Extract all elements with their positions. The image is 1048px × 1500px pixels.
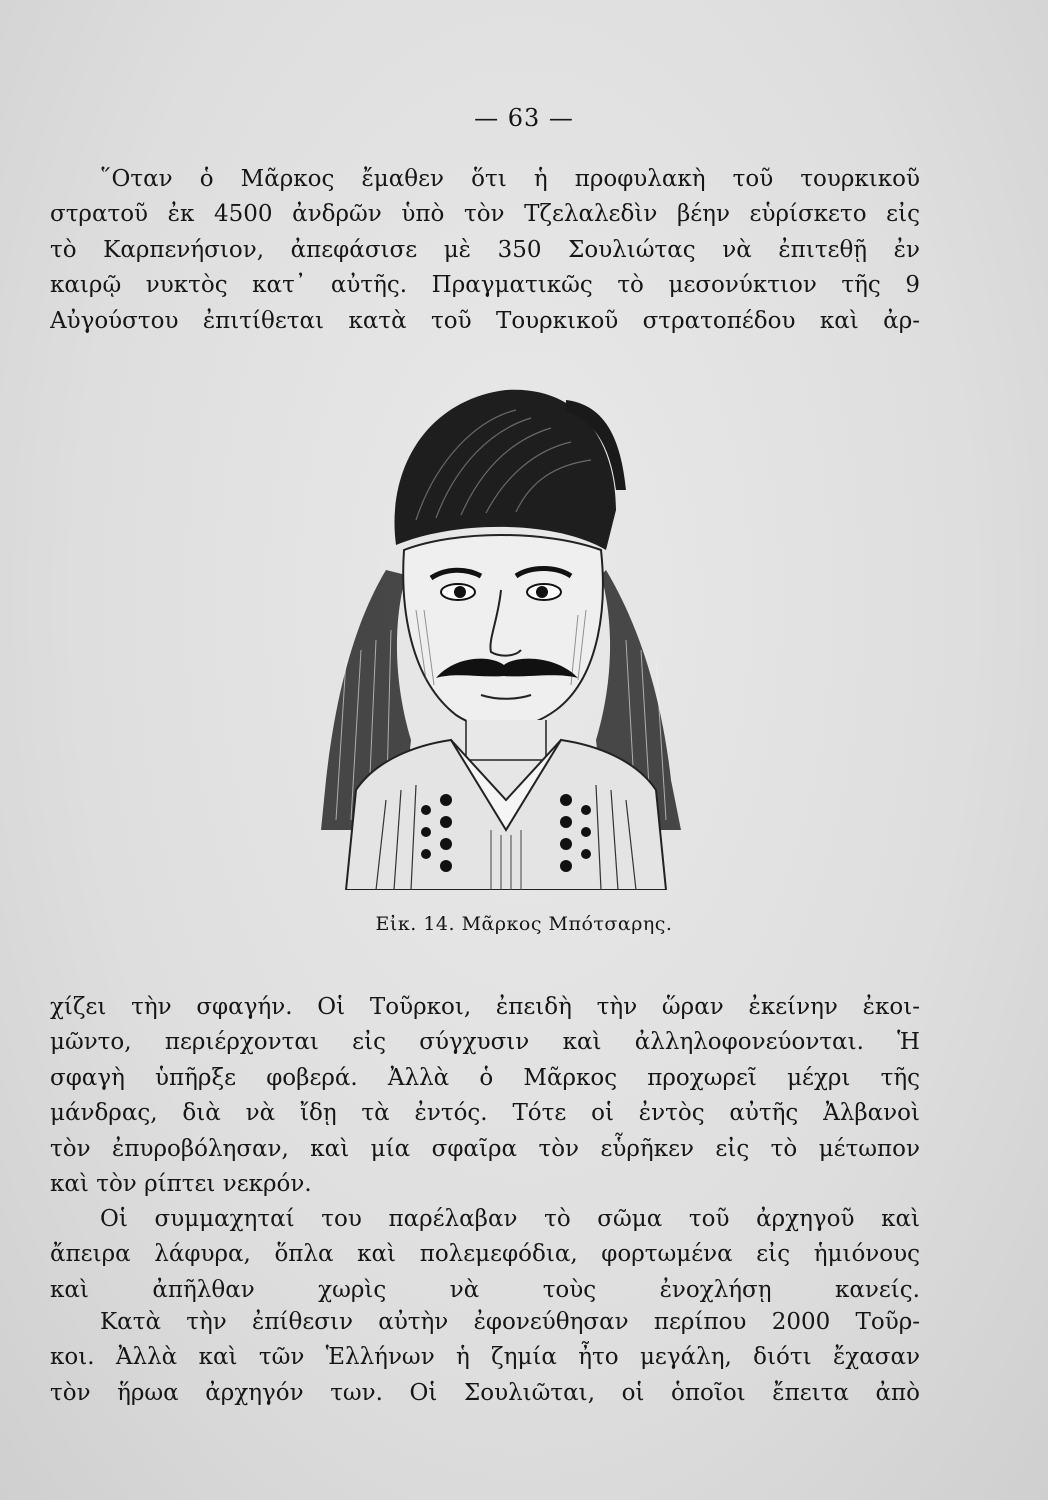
- text-line: χίζει τὴν σφαγήν. Οἱ Τοῦρκοι, ἐπειδὴ τὴν ὥραν ἐκείνην ἐκοι-: [50, 994, 920, 1020]
- text-line: στρατοῦ ἐκ 4500 ἀνδρῶν ὑπὸ τὸν Τζελαλεδὶν βέην εὑρίσκετο εἰς: [50, 201, 920, 228]
- text-line: ῞Οταν ὁ Μᾶρκος ἔμαθεν ὅτι ἡ προφυλακὴ τοῦ τουρκικοῦ: [100, 166, 920, 192]
- text-line: Κατὰ τὴν ἐπίθεσιν αὐτὴν ἐφονεύθησαν περίπου 2000 Τοῦρ-: [100, 1309, 920, 1335]
- paragraph-4: [50, 1305, 920, 1411]
- text-line: σφαγὴ ὑπῆρξε φοβερά. Ἀλλὰ ὁ Μᾶρκος προχωρεῖ μέχρι τῆς: [50, 1064, 920, 1091]
- text-line: μῶντο, περιέρχονται εἰς σύγχυσιν καὶ ἀλληλοφονεύονται. Ἡ: [50, 1029, 920, 1056]
- text-line: Αὐγούστου ἐπιτίθεται κατὰ τοῦ Τουρκικοῦ στρατοπέδου καὶ ἀρ-: [50, 307, 920, 334]
- text-line: καὶ τὸν ρίπτει νεκρόν.: [50, 1171, 312, 1198]
- text-line: Οἱ συμμαχηταί του παρέλαβαν τὸ σῶμα τοῦ ἀρχηγοῦ καὶ: [100, 1206, 920, 1232]
- text-line: τὸν ἐπυροβόλησαν, καὶ μία σφαῖρα τὸν εὗρῆκεν εἰς τὸ μέτωπον: [50, 1135, 920, 1162]
- text-line: τὸν ἥρωα ἀρχηγόν των. Οἱ Σουλιῶται, οἱ ὁποῖοι ἔπειτα ἀπὸ: [50, 1379, 920, 1406]
- page-number: — 63 —: [474, 104, 574, 132]
- portrait-illustration: [316, 360, 696, 890]
- portrait-engraving: [316, 360, 696, 890]
- text-line: τὸ Καρπενήσιον, ἀπεφάσισε μὲ 350 Σουλιώτας νὰ ἐπιτεθῇ ἐν: [50, 236, 920, 263]
- paragraph-1: [50, 162, 920, 339]
- text-line: καὶ ἀπῆλθαν χωρὶς νὰ τοὺς ἐνοχλήσῃ κανείς.: [50, 1276, 920, 1303]
- text-line: κοι. Ἀλλὰ καὶ τῶν Ἑλλήνων ἡ ζημία ἦτο μεγάλη, διότι ἔχασαν: [50, 1344, 920, 1371]
- paragraph-3: [50, 1202, 920, 1308]
- text-line: ἄπειρα λάφυρα, ὅπλα καὶ πολεμεφόδια, φορτωμένα εἰς ἡμιόνους: [50, 1241, 920, 1268]
- figure-caption: Εἰκ. 14. Μᾶρκος Μπότσαρης.: [375, 913, 673, 935]
- text-line: μάνδρας, διὰ νὰ ἴδῃ τὰ ἐντός. Τότε οἱ ἐντὸς αὐτῆς Ἀλβανοὶ: [50, 1100, 920, 1127]
- text-line: καιρῷ νυκτὸς κατ᾽ αὐτῆς. Πραγματικῶς τὸ μεσονύκτιον τῆς 9: [50, 272, 920, 299]
- paragraph-2: [50, 990, 920, 1202]
